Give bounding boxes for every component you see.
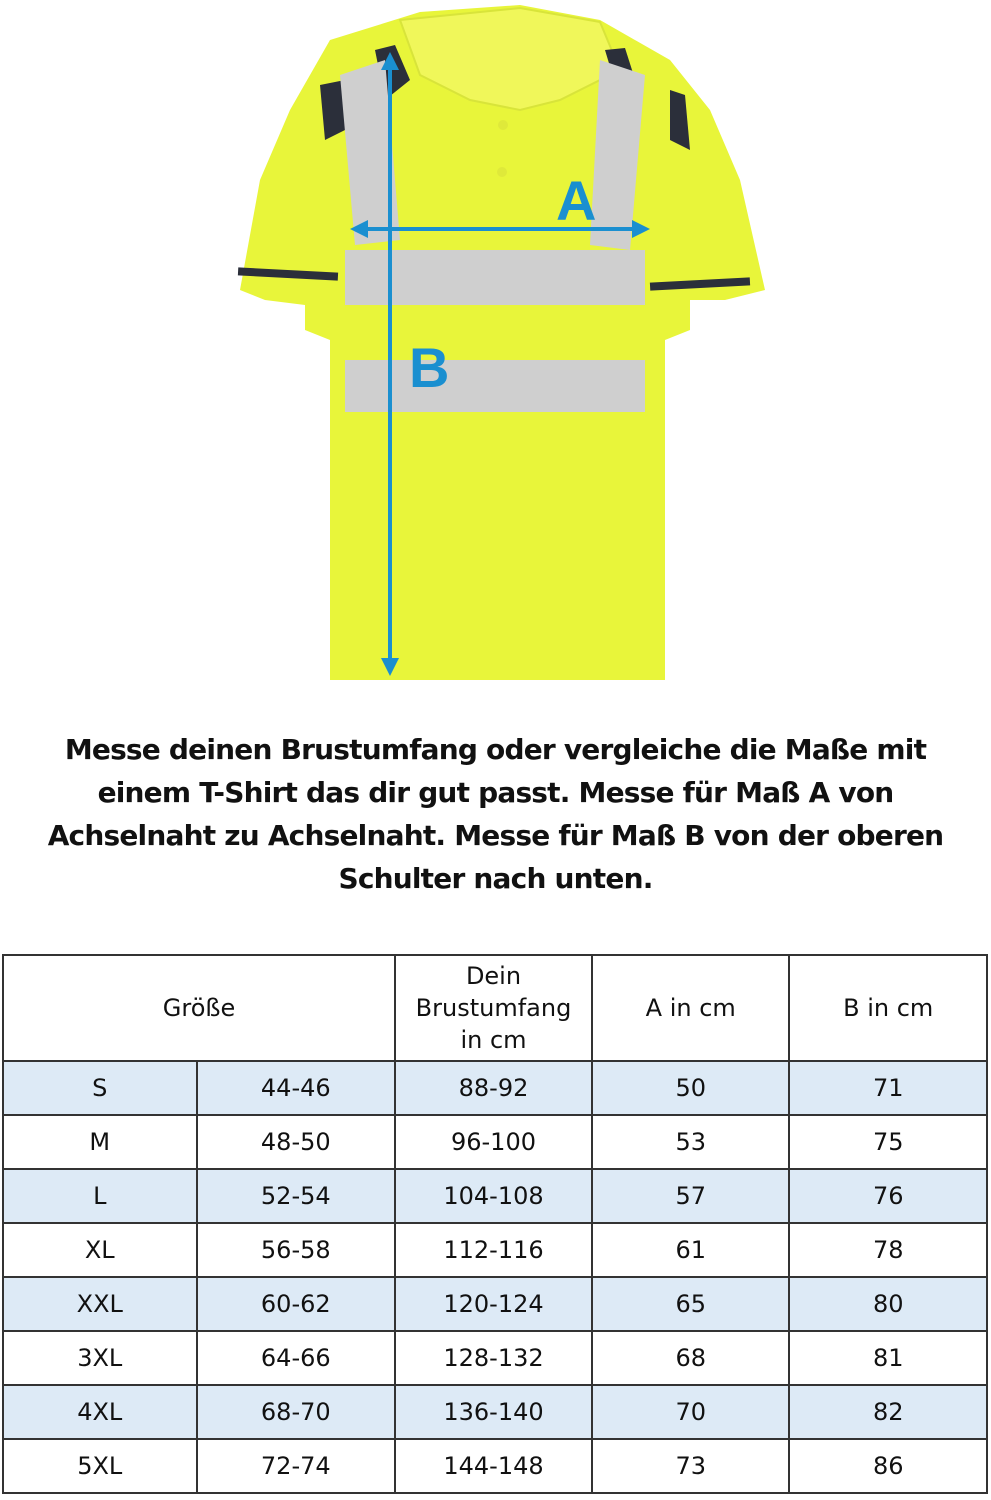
cell-a: 73 [592,1439,789,1493]
cell-b: 75 [789,1115,987,1169]
cell-eu-size: 44-46 [197,1061,396,1115]
header-b: B in cm [789,955,987,1061]
cell-a: 70 [592,1385,789,1439]
cell-eu-size: 60-62 [197,1277,396,1331]
cell-b: 71 [789,1061,987,1115]
cell-chest: 88-92 [395,1061,592,1115]
cell-eu-size: 52-54 [197,1169,396,1223]
table-row [3,1277,987,1331]
table-row [3,1223,987,1277]
measuring-instructions: Messe deinen Brustumfang oder vergleiche die Maße mit einem T-Shirt das dir gut passt. Messe für Maß A von Achselnaht zu Achselnaht. Messe für Maß B von der oberen Schulter nach unten. [47,733,944,895]
cell-size: L [3,1169,197,1223]
table-row [3,1385,987,1439]
header-size: Größe [3,955,395,1061]
cell-a: 57 [592,1169,789,1223]
measure-label-b: B [409,336,450,399]
cell-b: 81 [789,1331,987,1385]
cell-b: 82 [789,1385,987,1439]
cell-size: 3XL [3,1331,197,1385]
cell-b: 80 [789,1277,987,1331]
cell-chest: 144-148 [395,1439,592,1493]
table-row [3,1169,987,1223]
table-row [3,1331,987,1385]
cell-a: 65 [592,1277,789,1331]
cell-size: S [3,1061,197,1115]
table-header-row [3,955,987,1061]
size-chart-table [2,954,988,1494]
cell-eu-size: 72-74 [197,1439,396,1493]
cell-chest: 112-116 [395,1223,592,1277]
cell-eu-size: 64-66 [197,1331,396,1385]
cell-a: 53 [592,1115,789,1169]
cell-chest: 136-140 [395,1385,592,1439]
product-image [0,0,991,700]
cell-size: M [3,1115,197,1169]
header-chest [395,955,592,1061]
cell-chest: 120-124 [395,1277,592,1331]
cell-chest: 96-100 [395,1115,592,1169]
table-row [3,1061,987,1115]
cell-chest: 104-108 [395,1169,592,1223]
cell-b: 78 [789,1223,987,1277]
table-row [3,1439,987,1493]
cell-size: 4XL [3,1385,197,1439]
cell-eu-size: 68-70 [197,1385,396,1439]
cell-chest: 128-132 [395,1331,592,1385]
cell-a: 50 [592,1061,789,1115]
cell-eu-size: 56-58 [197,1223,396,1277]
cell-size: XL [3,1223,197,1277]
measure-label-a: A [556,169,597,232]
cell-eu-size: 48-50 [197,1115,396,1169]
header-a: A in cm [592,955,789,1061]
cell-size: XXL [3,1277,197,1331]
cell-b: 76 [789,1169,987,1223]
cell-a: 68 [592,1331,789,1385]
header-chest-label: Dein Brustumfang in cm [415,962,572,1054]
table-row [3,1115,987,1169]
polo-shirt-illustration [0,0,991,700]
cell-size: 5XL [3,1439,197,1493]
cell-a: 61 [592,1223,789,1277]
cell-b: 86 [789,1439,987,1493]
